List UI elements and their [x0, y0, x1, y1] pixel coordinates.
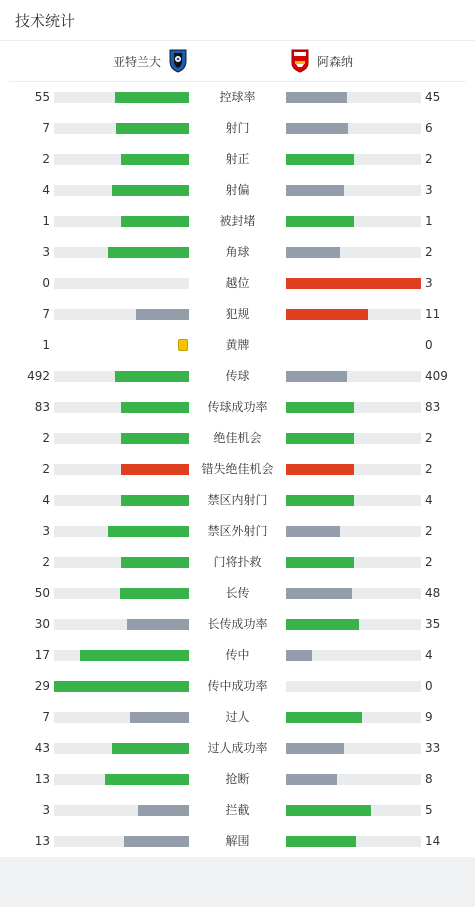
away-stat-bar [286, 774, 421, 785]
home-stat-bar-fill [115, 92, 189, 103]
away-stat-value: 2 [425, 555, 433, 569]
home-stat-bar [54, 371, 189, 382]
home-stat-bar-fill [108, 247, 189, 258]
away-stat-bar [286, 588, 421, 599]
home-stat-bar-fill [121, 495, 189, 506]
home-stat-bar-fill [112, 185, 189, 196]
home-team [113, 49, 187, 73]
away-stat-value: 35 [425, 617, 441, 631]
away-stat-bar-fill [286, 588, 352, 599]
home-stat-bar [54, 92, 189, 103]
home-stat-bar-fill [80, 650, 189, 661]
stat-row [0, 702, 475, 733]
away-team [291, 49, 353, 73]
home-stat-value: 1 [42, 214, 50, 228]
stat-row [0, 392, 475, 423]
away-stat-bar [286, 495, 421, 506]
stat-label: 犯规 [225, 307, 250, 321]
stat-row [0, 237, 475, 268]
stat-row [0, 516, 475, 547]
stat-row [0, 671, 475, 702]
away-stat-bar-fill [286, 278, 421, 289]
home-stat-bar [54, 402, 189, 413]
home-stat-bar [54, 154, 189, 165]
stat-label: 门将扑救 [213, 555, 262, 569]
away-stat-bar-fill [286, 712, 362, 723]
stat-label: 过人 [225, 710, 250, 724]
home-stat-bar [54, 836, 189, 847]
away-stat-bar-fill [286, 836, 356, 847]
home-stat-bar [54, 743, 189, 754]
home-stat-value: 30 [34, 617, 50, 631]
stat-label: 被封堵 [219, 214, 256, 228]
home-stat-value: 0 [42, 276, 50, 290]
away-stat-bar [286, 743, 421, 754]
away-stat-bar [286, 464, 421, 475]
away-stat-bar-fill [286, 557, 354, 568]
home-stat-bar [54, 805, 189, 816]
home-stat-bar [54, 278, 189, 289]
home-stat-bar-fill [121, 464, 189, 475]
stat-row [0, 268, 475, 299]
stat-label: 控球率 [219, 90, 256, 104]
away-stat-bar [286, 278, 421, 289]
home-stat-bar-fill [108, 526, 189, 537]
away-stat-bar [286, 805, 421, 816]
away-stat-bar [286, 681, 421, 692]
stat-label: 过人成功率 [207, 741, 268, 755]
home-stat-bar-fill [136, 309, 189, 320]
away-stat-bar [286, 712, 421, 723]
home-stat-bar-fill [130, 712, 189, 723]
stat-label: 错失绝佳机会 [201, 462, 274, 476]
home-stat-value: 83 [34, 400, 50, 414]
away-stat-value: 5 [425, 803, 433, 817]
atalanta-crest-icon [169, 49, 187, 73]
stat-label: 传中 [225, 648, 250, 662]
home-stat-bar [54, 526, 189, 537]
away-stat-bar-fill [286, 402, 354, 413]
home-stat-bar [54, 309, 189, 320]
stat-label: 禁区外射门 [207, 524, 268, 538]
away-stat-bar-fill [286, 154, 354, 165]
home-stat-bar-fill [138, 805, 189, 816]
stat-label: 解围 [225, 834, 250, 848]
away-stat-value: 1 [425, 214, 433, 228]
away-stat-value: 45 [425, 90, 441, 104]
away-stat-value: 4 [425, 493, 433, 507]
stat-label: 黄牌 [225, 338, 250, 352]
away-stat-value: 14 [425, 834, 441, 848]
stat-label: 传球 [225, 369, 250, 383]
away-stat-bar-fill [286, 650, 312, 661]
away-stat-value: 3 [425, 183, 433, 197]
stat-label: 传中成功率 [207, 679, 268, 693]
home-stat-value: 3 [42, 524, 50, 538]
away-stat-value: 409 [425, 369, 448, 383]
stat-row [0, 113, 475, 144]
page-title: 技术统计 [15, 11, 76, 30]
away-stat-value: 8 [425, 772, 433, 786]
home-stat-bar [54, 433, 189, 444]
home-stat-bar-fill [127, 619, 189, 630]
home-stat-bar-fill [115, 371, 189, 382]
away-stat-bar-fill [286, 216, 354, 227]
stat-row [0, 764, 475, 795]
home-stat-value: 13 [34, 834, 50, 848]
stat-label: 绝佳机会 [213, 431, 262, 445]
home-stat-bar-fill [105, 774, 189, 785]
away-stat-bar [286, 371, 421, 382]
home-stat-bar-fill [121, 402, 189, 413]
stats-list [0, 82, 475, 857]
home-stat-bar-fill [124, 836, 189, 847]
home-stat-value: 2 [42, 555, 50, 569]
away-stat-bar-fill [286, 526, 340, 537]
home-stat-value: 2 [42, 431, 50, 445]
arsenal-crest-icon [291, 49, 309, 73]
away-stat-bar-fill [286, 247, 340, 258]
home-stat-value: 2 [42, 152, 50, 166]
stat-label: 越位 [225, 276, 250, 290]
home-stat-value: 3 [42, 803, 50, 817]
stat-label: 射偏 [225, 183, 250, 197]
stat-row [0, 175, 475, 206]
stat-row [0, 640, 475, 671]
stat-row [0, 423, 475, 454]
away-stat-bar [286, 650, 421, 661]
away-stat-bar-fill [286, 495, 354, 506]
away-stat-bar [286, 402, 421, 413]
stat-row [0, 733, 475, 764]
away-stat-value: 33 [425, 741, 441, 755]
away-stat-value: 9 [425, 710, 433, 724]
away-stat-bar [286, 123, 421, 134]
away-stat-bar-fill [286, 371, 347, 382]
away-stat-bar [286, 433, 421, 444]
home-stat-bar [54, 185, 189, 196]
home-stat-value: 43 [34, 741, 50, 755]
away-stat-bar-fill [286, 464, 354, 475]
home-stat-value: 3 [42, 245, 50, 259]
home-stat-bar-fill [116, 123, 189, 134]
teams-row [9, 41, 466, 82]
home-stat-value: 7 [42, 710, 50, 724]
home-stat-value: 1 [42, 338, 50, 352]
home-stat-bar [54, 774, 189, 785]
home-stat-bar-fill [121, 433, 189, 444]
stat-row [0, 609, 475, 640]
away-stat-bar-fill [286, 743, 344, 754]
home-stat-bar [54, 619, 189, 630]
home-stat-value: 4 [42, 183, 50, 197]
home-stat-value: 4 [42, 493, 50, 507]
stat-row [0, 361, 475, 392]
stat-row [0, 454, 475, 485]
away-stat-value: 2 [425, 152, 433, 166]
away-stat-value: 0 [425, 338, 433, 352]
away-stat-bar [286, 185, 421, 196]
home-stat-value: 492 [27, 369, 50, 383]
away-stat-bar-fill [286, 185, 344, 196]
home-stat-value: 29 [34, 679, 50, 693]
stat-row [0, 485, 475, 516]
header [0, 0, 475, 41]
away-team-name: 阿森纳 [317, 54, 354, 69]
home-stat-bar [54, 588, 189, 599]
away-stat-bar [286, 154, 421, 165]
away-stat-bar [286, 216, 421, 227]
away-stat-value: 48 [425, 586, 441, 600]
home-team-name: 亚特兰大 [112, 54, 161, 69]
away-stat-bar-fill [286, 805, 371, 816]
away-stat-bar [286, 526, 421, 537]
home-stat-value: 50 [34, 586, 50, 600]
away-stat-bar [286, 836, 421, 847]
away-stat-bar-fill [286, 774, 337, 785]
home-stat-bar-fill [54, 681, 189, 692]
stat-row [0, 299, 475, 330]
home-stat-bar-fill [121, 154, 189, 165]
stat-label: 角球 [225, 245, 250, 259]
home-stat-bar-fill [112, 743, 189, 754]
stat-row [0, 578, 475, 609]
away-stat-value: 0 [425, 679, 433, 693]
away-stat-bar [286, 557, 421, 568]
stat-label: 射门 [225, 121, 250, 135]
stat-label: 长传成功率 [207, 617, 268, 631]
home-stat-bar-fill [121, 557, 189, 568]
away-stat-value: 83 [425, 400, 441, 414]
away-stat-bar-fill [286, 619, 359, 630]
away-stat-value: 2 [425, 524, 433, 538]
home-stat-value: 7 [42, 121, 50, 135]
home-stat-bar [54, 712, 189, 723]
home-stat-bar [54, 247, 189, 258]
home-stat-bar [54, 495, 189, 506]
stat-row [0, 826, 475, 857]
stat-row [0, 144, 475, 175]
away-stat-bar [286, 309, 421, 320]
away-stat-value: 4 [425, 648, 433, 662]
home-stat-value: 13 [34, 772, 50, 786]
home-stat-bar [54, 650, 189, 661]
stat-label: 禁区内射门 [207, 493, 268, 507]
yellow-card-icon [178, 339, 188, 351]
home-stat-value: 2 [42, 462, 50, 476]
away-stat-bar-fill [286, 309, 368, 320]
home-stat-bar-fill [120, 588, 189, 599]
home-stat-bar [54, 216, 189, 227]
home-stat-bar [54, 681, 189, 692]
home-stat-bar-fill [121, 216, 189, 227]
away-stat-bar-fill [286, 433, 354, 444]
stat-label: 传球成功率 [207, 400, 268, 414]
away-stat-value: 2 [425, 431, 433, 445]
stat-row [0, 330, 475, 361]
away-stat-bar [286, 247, 421, 258]
home-stat-bar [54, 123, 189, 134]
home-stat-bar [54, 557, 189, 568]
home-stat-value: 7 [42, 307, 50, 321]
stat-label: 抢断 [225, 772, 250, 786]
away-stat-value: 2 [425, 245, 433, 259]
away-stat-value: 11 [425, 307, 441, 321]
stat-row [0, 547, 475, 578]
away-stat-bar [286, 619, 421, 630]
home-stat-value: 55 [34, 90, 50, 104]
away-stat-value: 3 [425, 276, 433, 290]
away-stat-value: 2 [425, 462, 433, 476]
stat-row [0, 795, 475, 826]
stat-row [0, 82, 475, 113]
stat-label: 拦截 [225, 803, 250, 817]
stat-label: 射正 [225, 152, 250, 166]
stat-row [0, 206, 475, 237]
home-stat-value: 17 [34, 648, 50, 662]
away-stat-bar-fill [286, 92, 347, 103]
home-stat-bar [54, 464, 189, 475]
away-stat-bar [286, 92, 421, 103]
away-stat-value: 6 [425, 121, 433, 135]
away-stat-bar-fill [286, 123, 348, 134]
stat-label: 长传 [225, 586, 250, 600]
